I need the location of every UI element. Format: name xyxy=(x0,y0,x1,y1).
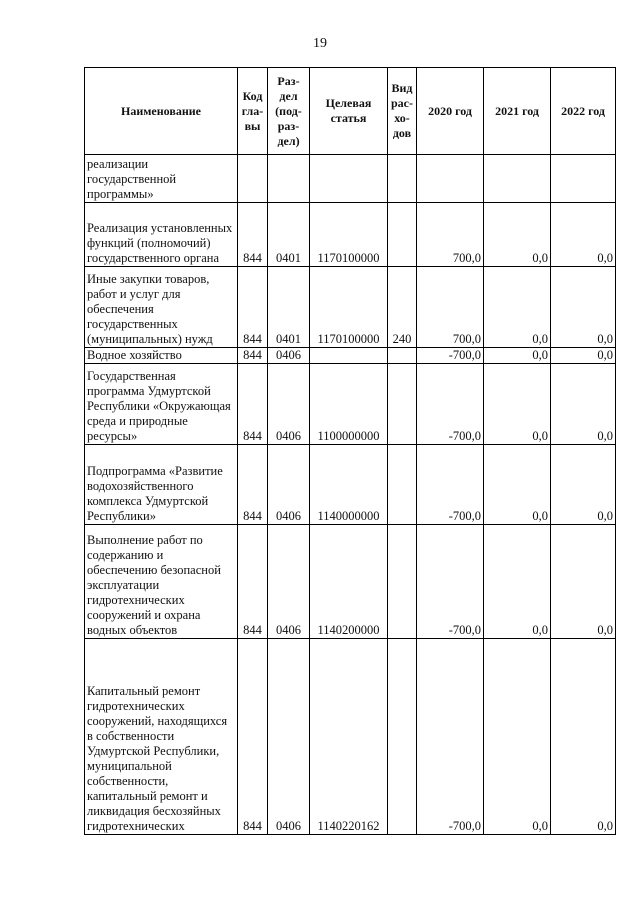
table-row xyxy=(85,364,616,445)
row-name: Водное хозяйство xyxy=(85,348,238,364)
row-2020: 700,0 xyxy=(417,203,484,267)
row-name: Подпрограмма «Развитие водохозяйственного комплекса Удмуртской Республики» xyxy=(85,445,238,525)
row-name: Иные закупки товаров, работ и услуг для обеспечения государственных (муниципальных) нужд xyxy=(85,267,238,348)
row-2021: 0,0 xyxy=(484,348,551,364)
row-vid xyxy=(388,639,417,835)
row-vid: 240 xyxy=(388,267,417,348)
row-name: Реализация установленных функций (полномочий) государственного органа xyxy=(85,203,238,267)
row-2020: -700,0 xyxy=(417,639,484,835)
row-vid xyxy=(388,203,417,267)
table-row xyxy=(85,267,616,348)
row-statya: 1140200000 xyxy=(310,525,388,639)
row-2022: 0,0 xyxy=(551,445,616,525)
row-2022 xyxy=(551,155,616,203)
row-name: Государственная программа Удмуртской Республики «Окружающая среда и природные ресурсы» xyxy=(85,364,238,445)
page-number: 19 xyxy=(313,36,327,51)
header-2022: 2022 год xyxy=(551,68,616,155)
row-statya: 1100000000 xyxy=(310,364,388,445)
table-row xyxy=(85,639,616,835)
row-vid xyxy=(388,364,417,445)
row-glava: 844 xyxy=(238,267,268,348)
table-header-row xyxy=(85,68,616,155)
row-glava xyxy=(238,155,268,203)
row-2021: 0,0 xyxy=(484,267,551,348)
header-2020: 2020 год xyxy=(417,68,484,155)
row-razdel: 0401 xyxy=(268,267,310,348)
header-tselevaya-statya: Целевая статья xyxy=(310,68,388,155)
row-2021: 0,0 xyxy=(484,203,551,267)
row-statya: 1170100000 xyxy=(310,203,388,267)
row-statya xyxy=(310,348,388,364)
row-statya xyxy=(310,155,388,203)
row-2021: 0,0 xyxy=(484,445,551,525)
row-2022: 0,0 xyxy=(551,639,616,835)
row-2020: -700,0 xyxy=(417,525,484,639)
row-razdel: 0406 xyxy=(268,445,310,525)
row-2020 xyxy=(417,155,484,203)
row-2022: 0,0 xyxy=(551,364,616,445)
row-vid xyxy=(388,445,417,525)
row-2021 xyxy=(484,155,551,203)
row-statya: 1140220162 xyxy=(310,639,388,835)
row-glava: 844 xyxy=(238,639,268,835)
row-vid xyxy=(388,348,417,364)
row-razdel: 0406 xyxy=(268,348,310,364)
row-glava: 844 xyxy=(238,203,268,267)
row-glava: 844 xyxy=(238,445,268,525)
row-2022: 0,0 xyxy=(551,203,616,267)
row-2020: -700,0 xyxy=(417,348,484,364)
row-2022: 0,0 xyxy=(551,267,616,348)
row-2022: 0,0 xyxy=(551,348,616,364)
row-razdel xyxy=(268,155,310,203)
row-razdel: 0406 xyxy=(268,525,310,639)
row-2020: -700,0 xyxy=(417,445,484,525)
row-glava: 844 xyxy=(238,364,268,445)
row-vid xyxy=(388,155,417,203)
header-vid-raskhodov: Вид рас-хо-дов xyxy=(388,68,417,155)
header-code-glavy: Код гла-вы xyxy=(238,68,268,155)
table-row xyxy=(85,525,616,639)
row-statya: 1140000000 xyxy=(310,445,388,525)
row-glava: 844 xyxy=(238,348,268,364)
header-razdel: Раз-дел (под-раз-дел) xyxy=(268,68,310,155)
row-name: реализации государственной программы» xyxy=(85,155,238,203)
row-name: Капитальный ремонт гидротехнических сооружений, находящихся в собственности Удмуртской Республики, муниципальной собственности, капитальный ремонт и ликвидация бесхозяйных гидротехнических xyxy=(85,639,238,835)
row-razdel: 0406 xyxy=(268,364,310,445)
header-2021: 2021 год xyxy=(484,68,551,155)
row-2022: 0,0 xyxy=(551,525,616,639)
budget-table xyxy=(84,67,616,835)
row-2021: 0,0 xyxy=(484,525,551,639)
table-row xyxy=(85,445,616,525)
row-2021: 0,0 xyxy=(484,364,551,445)
table-row xyxy=(85,203,616,267)
row-glava: 844 xyxy=(238,525,268,639)
row-2021: 0,0 xyxy=(484,639,551,835)
row-vid xyxy=(388,525,417,639)
table-row xyxy=(85,348,616,364)
row-2020: 700,0 xyxy=(417,267,484,348)
row-name: Выполнение работ по содержанию и обеспечению безопасной эксплуатации гидротехнических сооружений и охрана водных объектов xyxy=(85,525,238,639)
table-row xyxy=(85,155,616,203)
row-razdel: 0401 xyxy=(268,203,310,267)
row-razdel: 0406 xyxy=(268,639,310,835)
row-2020: -700,0 xyxy=(417,364,484,445)
header-name: Наименование xyxy=(85,68,238,155)
row-statya: 1170100000 xyxy=(310,267,388,348)
